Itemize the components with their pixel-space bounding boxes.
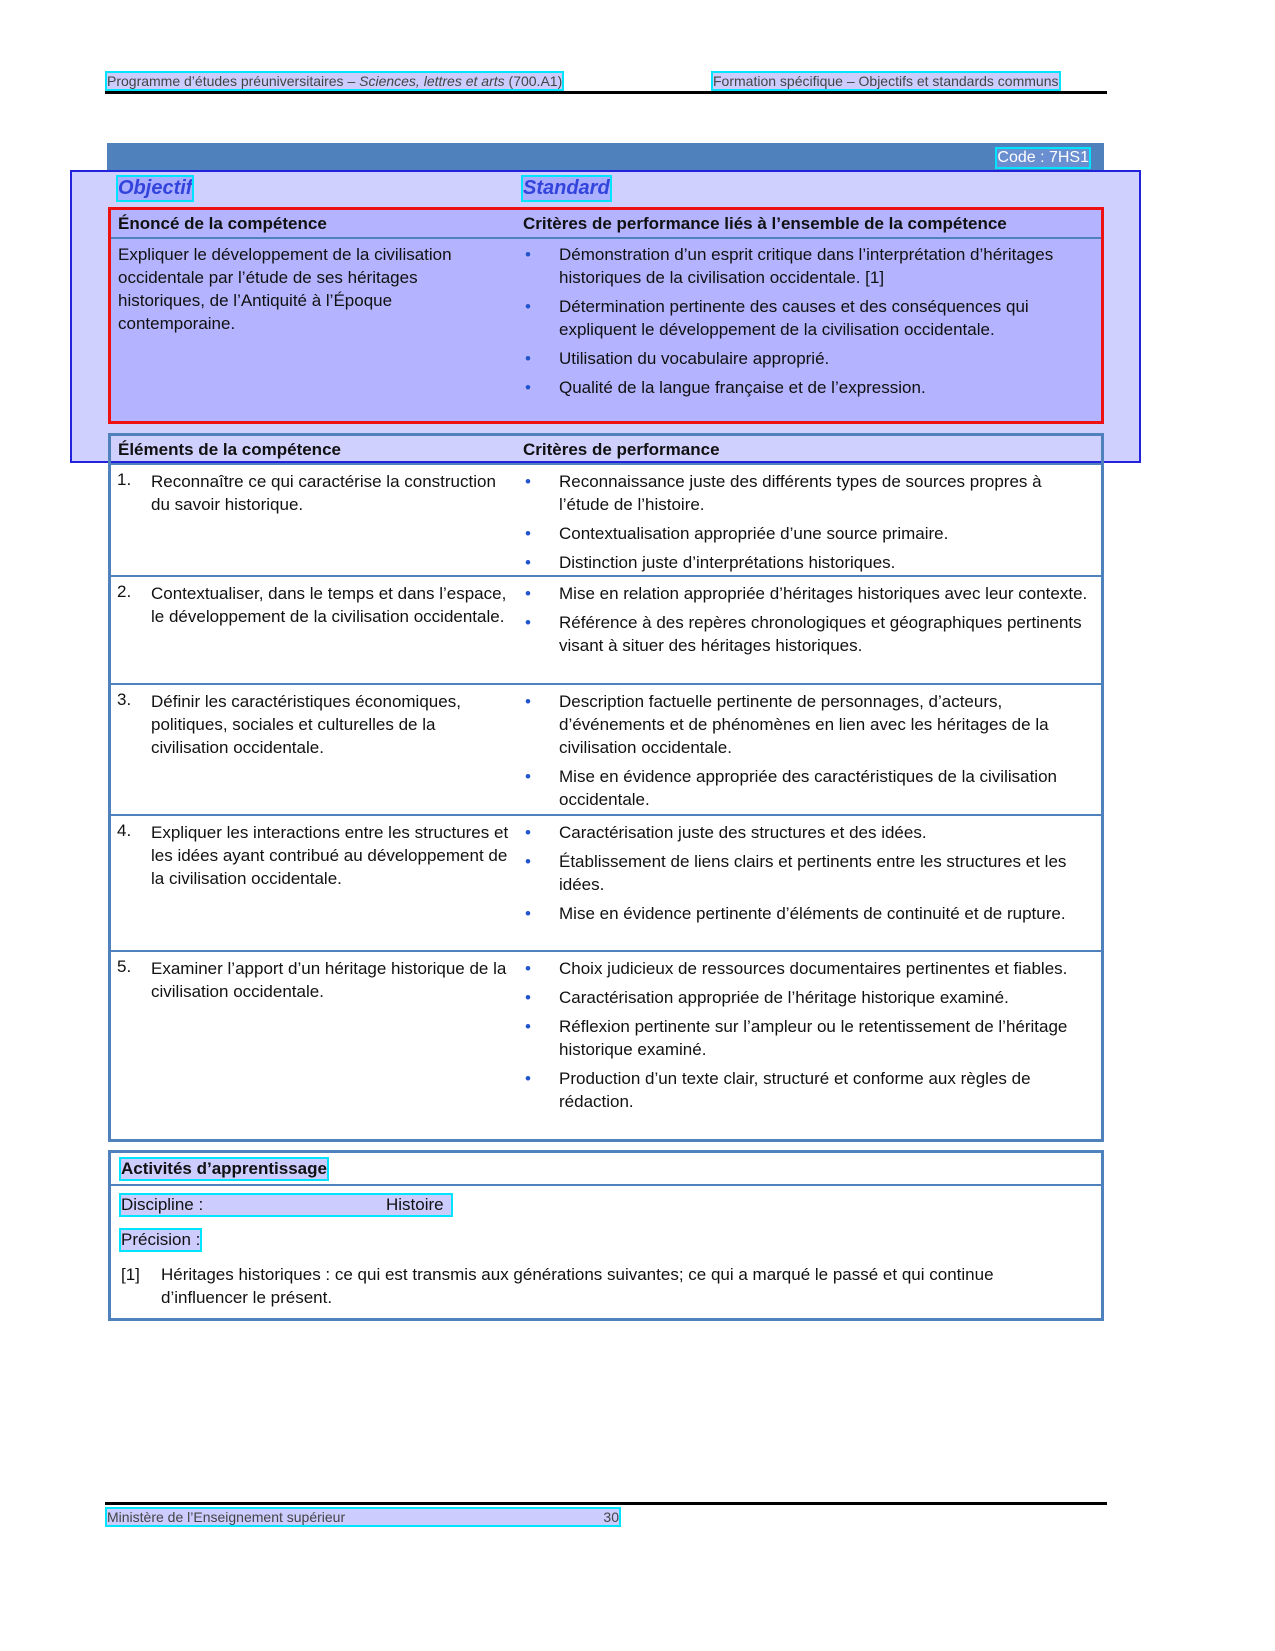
precision-label: Précision :	[121, 1230, 201, 1249]
bullet-icon: •	[525, 378, 531, 397]
element-number: 1.	[117, 470, 132, 489]
table-row	[111, 685, 1101, 816]
bullet-icon: •	[525, 1017, 531, 1036]
element-text: Examiner l’apport d’un héritage historique de la civilisation occidentale.	[151, 959, 507, 1001]
criteres-list	[525, 470, 1094, 580]
critere-text: Production d’un texte clair, structuré et conforme aux règles de rédaction.	[559, 1069, 1031, 1111]
critere-text: Mise en relation appropriée d’héritages historiques avec leur contexte.	[559, 584, 1088, 603]
list-item	[525, 470, 1094, 516]
critere-text: Choix judicieux de ressources documentaires pertinentes et fiables.	[559, 959, 1068, 978]
table-row	[111, 952, 1101, 1138]
list-item	[525, 522, 1094, 545]
footnote-text: Héritages historiques : ce qui est transmis aux générations suivantes; ce qui a marqué le passé et qui continue d’influencer le présent.	[161, 1265, 994, 1307]
bullet-icon: •	[525, 613, 531, 632]
critere-text: Reconnaissance juste des différents types de sources propres à l’étude de l’histoire.	[559, 472, 1042, 514]
list-item	[525, 957, 1094, 980]
critere-text: Distinction juste d’interprétations historiques.	[559, 553, 896, 572]
list-item	[525, 582, 1094, 605]
element-number: 2.	[117, 582, 132, 601]
list-item	[525, 821, 1094, 844]
header-text: Programme d’études préuniversitaires –	[107, 73, 360, 89]
enonce-header: Énoncé de la compétence	[118, 214, 327, 233]
element-number: 4.	[117, 821, 132, 840]
criteres-list	[525, 243, 1094, 405]
enonce-text: Expliquer le développement de la civilisation occidentale par l’étude de ses héritages historiques, de l’Antiquité à l’Époque contemporaine.	[118, 245, 452, 333]
header-left	[107, 73, 562, 89]
elements-header-label: Éléments de la compétence	[118, 440, 341, 459]
bullet-icon: •	[525, 823, 531, 842]
elements-table	[108, 433, 1104, 1142]
element-text: Contextualiser, dans le temps et dans l’espace, le développement de la civilisation occidentale.	[151, 584, 507, 626]
competence-table	[108, 207, 1104, 424]
criteres-header: Critères de performance liés à l’ensemble de la compétence	[523, 214, 1007, 233]
header-rule	[105, 91, 1107, 94]
bullet-icon: •	[525, 349, 531, 368]
critere-text: Référence à des repères chronologiques et géographiques pertinents visant à situer des héritages historiques.	[559, 613, 1082, 655]
list-item	[525, 347, 1094, 370]
elements-header	[111, 436, 1101, 465]
critere-text: Mise en évidence appropriée des caractéristiques de la civilisation occidentale.	[559, 767, 1057, 809]
criteres-list	[525, 821, 1094, 931]
list-item	[525, 376, 1094, 399]
bullet-icon: •	[525, 692, 531, 711]
bullet-icon: •	[525, 584, 531, 603]
page-number: 30	[603, 1509, 619, 1525]
list-item	[525, 1015, 1094, 1061]
criteres-list	[525, 582, 1094, 663]
table-row	[111, 816, 1101, 952]
list-item	[525, 243, 1094, 289]
list-item	[525, 850, 1094, 896]
competency-code: Code : 7HS1	[997, 149, 1089, 166]
element-text: Définir les caractéristiques économiques, politiques, sociales et culturelles de la civilisation occidentale.	[151, 692, 461, 757]
element-number: 3.	[117, 690, 132, 709]
criteres-header-label: Critères de performance	[523, 440, 720, 459]
list-item	[525, 902, 1094, 925]
element-number: 5.	[117, 957, 132, 976]
bullet-icon: •	[525, 852, 531, 871]
critere-text: Détermination pertinente des causes et des conséquences qui expliquent le développement de la civilisation occidentale.	[559, 297, 1029, 339]
bullet-icon: •	[525, 524, 531, 543]
critere-text: Description factuelle pertinente de personnages, d’acteurs, d’événements et de phénomènes en lien avec les héritages de la civilisation occidentale.	[559, 692, 1049, 757]
footer-rule	[105, 1502, 1107, 1505]
competence-header	[111, 210, 1101, 239]
bullet-icon: •	[525, 959, 531, 978]
activites-title: Activités d’apprentissage	[121, 1159, 327, 1178]
header-italic: Sciences, lettres et arts	[359, 73, 505, 89]
title-bar	[107, 143, 1104, 170]
criteres-list	[525, 690, 1094, 817]
bullet-icon: •	[525, 1069, 531, 1088]
competence-row	[111, 239, 1101, 419]
footer-ministry: Ministère de l’Enseignement supérieur	[107, 1509, 346, 1525]
list-item	[525, 551, 1094, 574]
header-right: Formation spécifique – Objectifs et standards communs	[713, 73, 1059, 89]
list-item	[525, 295, 1094, 341]
critere-text: Mise en évidence pertinente d’éléments de continuité et de rupture.	[559, 904, 1066, 923]
critere-text: Qualité de la langue française et de l’expression.	[559, 378, 926, 397]
bullet-icon: •	[525, 553, 531, 572]
critere-text: Contextualisation appropriée d’une source primaire.	[559, 524, 949, 543]
list-item	[525, 1067, 1094, 1113]
bullet-icon: •	[525, 767, 531, 786]
activites-table	[108, 1150, 1104, 1321]
bullet-icon: •	[525, 297, 531, 316]
discipline-label: Discipline :	[121, 1195, 204, 1214]
critere-text: Caractérisation juste des structures et des idées.	[559, 823, 927, 842]
bullet-icon: •	[525, 245, 531, 264]
critere-text: Démonstration d’un esprit critique dans l’interprétation d’héritages historiques de la civilisation occidentale. [1]	[559, 245, 1054, 287]
standard-label: Standard	[523, 177, 610, 199]
footnote-number: [1]	[121, 1265, 140, 1284]
table-row	[111, 577, 1101, 685]
critere-text: Réflexion pertinente sur l’ampleur ou le retentissement de l’héritage historique examiné.	[559, 1017, 1068, 1059]
activites-header	[111, 1153, 1101, 1186]
objectif-label: Objectif	[118, 177, 193, 199]
list-item	[525, 611, 1094, 657]
header-code: (700.A1)	[504, 73, 563, 89]
bullet-icon: •	[525, 904, 531, 923]
list-item	[525, 765, 1094, 811]
discipline-line	[121, 1195, 451, 1215]
table-row	[111, 465, 1101, 577]
critere-text: Utilisation du vocabulaire approprié.	[559, 349, 830, 368]
element-text: Reconnaître ce qui caractérise la construction du savoir historique.	[151, 472, 496, 514]
criteres-list	[525, 957, 1094, 1119]
critere-text: Caractérisation appropriée de l’héritage historique examiné.	[559, 988, 1009, 1007]
footer	[107, 1509, 619, 1525]
footnote	[121, 1263, 1061, 1309]
critere-text: Établissement de liens clairs et pertinents entre les structures et les idées.	[559, 852, 1067, 894]
list-item	[525, 986, 1094, 1009]
bullet-icon: •	[525, 472, 531, 491]
list-item	[525, 690, 1094, 759]
bullet-icon: •	[525, 988, 531, 1007]
discipline-value: Histoire	[386, 1195, 444, 1214]
element-text: Expliquer les interactions entre les structures et les idées ayant contribué au développement de la civilisation occidentale.	[151, 823, 509, 888]
